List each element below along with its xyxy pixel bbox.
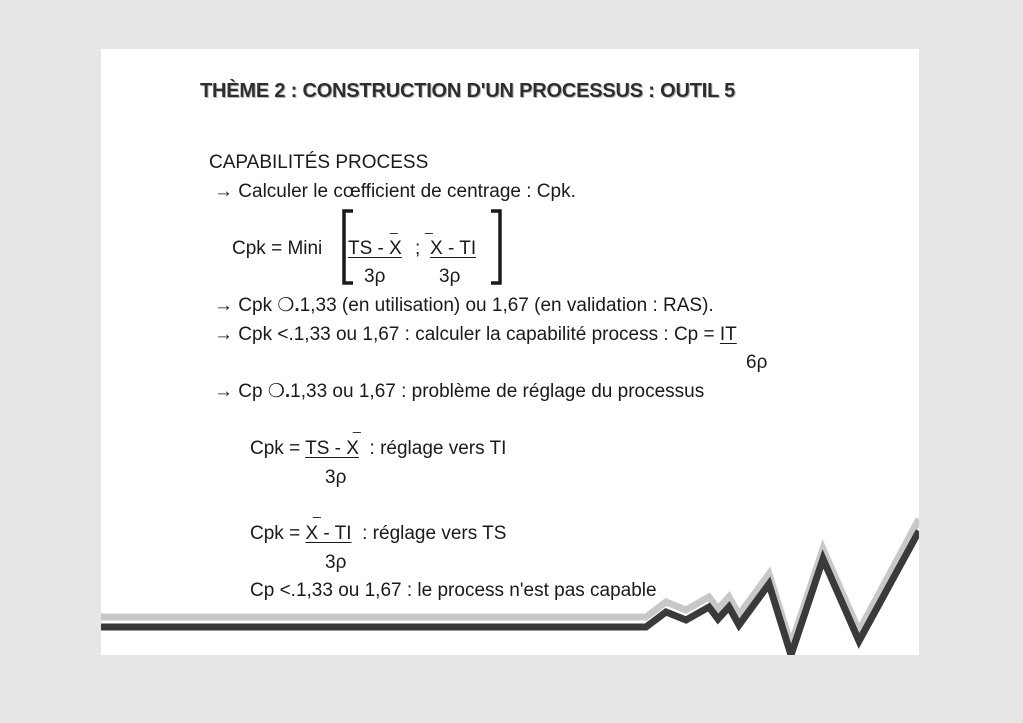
formula-ti xyxy=(250,439,506,458)
formula-main-separator: ; xyxy=(415,238,421,259)
greater-equal-symbol: ❍. xyxy=(267,381,291,402)
line-cp-ok-prefix: → Cp xyxy=(214,381,268,402)
formula-ts-prefix: Cpk = xyxy=(250,523,306,544)
overbar-x-ti: _ xyxy=(353,417,361,433)
slide xyxy=(101,49,919,655)
formula-ti-suffix: : réglage vers TI xyxy=(358,438,507,459)
overbar-x-ts: _ xyxy=(313,502,321,518)
formula-main-right-denominator: 3ρ xyxy=(439,266,461,287)
overbar-x-right: _ xyxy=(425,218,433,234)
greater-equal-symbol: ❍. xyxy=(277,295,300,316)
line-cpk-low xyxy=(214,325,737,344)
formula-main-left-denominator: 3ρ xyxy=(364,266,386,287)
formula-ts-suffix: : réglage vers TS xyxy=(351,523,507,544)
line-cpk-ok xyxy=(214,296,714,315)
instruction-line-cpk: → Calculer le cœfficient de centrage : Cpk. xyxy=(214,181,576,202)
cp-denominator: 6ρ xyxy=(746,352,768,373)
formula-ts-denominator: 3ρ xyxy=(325,552,347,573)
section-heading: CAPABILITÉS PROCESS xyxy=(209,152,429,173)
conclusion-line: Cp <.1,33 ou 1,67 : le process n'est pas capable xyxy=(250,580,657,601)
formula-main-right-numerator: X - TI xyxy=(430,238,477,259)
line-cpk-ok-prefix: → Cpk xyxy=(214,295,278,316)
overbar-x-left: _ xyxy=(390,218,398,234)
formula-ti-denominator: 3ρ xyxy=(325,467,347,488)
slide-title: THÈME 2 : CONSTRUCTION D'UN PROCESSUS : OUTIL 5 xyxy=(200,80,736,102)
formula-main-left-numerator: TS - X xyxy=(348,238,402,259)
formula-ts xyxy=(250,524,506,543)
formula-main-prefix: Cpk = Mini xyxy=(232,238,323,259)
line-cpk-ok-rest: 1,33 (en utilisation) ou 1,67 (en validation : RAS). xyxy=(299,295,714,316)
formula-ts-numerator: X - TI xyxy=(305,523,352,544)
line-cp-ok xyxy=(214,382,704,401)
line-cpk-low-text: → Cpk <.1,33 ou 1,67 : calculer la capabilité process : Cp = xyxy=(214,324,720,345)
zigzag-graph-decoration xyxy=(101,49,919,655)
formula-ti-numerator: TS - X xyxy=(305,438,359,459)
line-cp-ok-rest: 1,33 ou 1,67 : problème de réglage du processus xyxy=(290,381,705,402)
formula-ti-prefix: Cpk = xyxy=(250,438,306,459)
right-bracket xyxy=(489,209,503,285)
cp-numerator: IT xyxy=(719,324,737,345)
